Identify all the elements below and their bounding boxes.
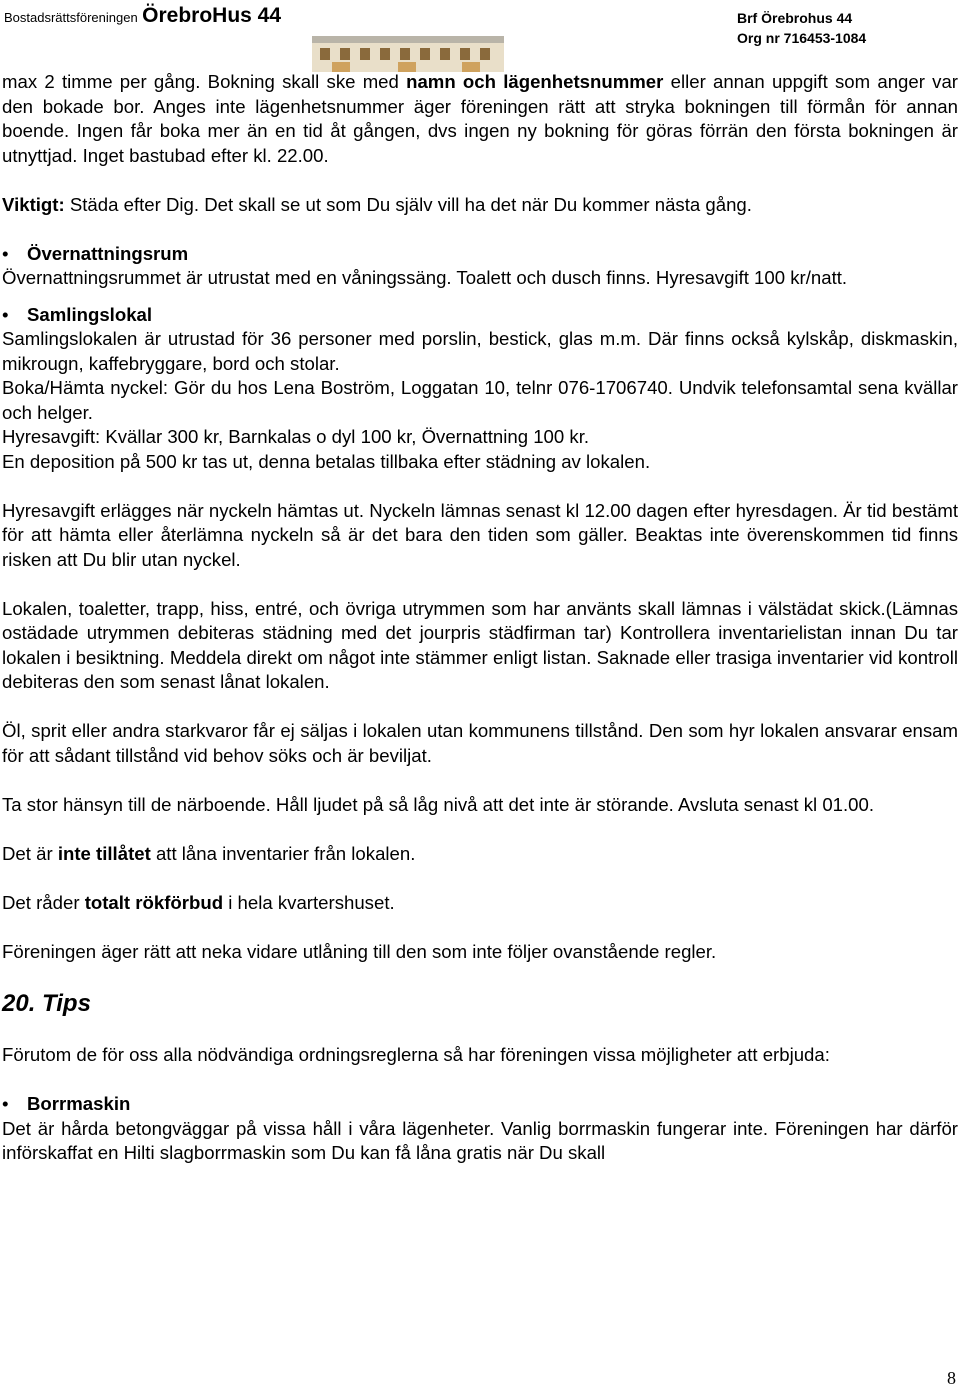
association-prefix: Bostadsrättsföreningen — [4, 10, 138, 25]
no-lending-paragraph: Det är inte tillåtet att låna inventarier från lokalen. — [2, 842, 416, 864]
noise-paragraph: Ta stor hänsyn till de närboende. Håll ljudet på så låg nivå att det inte är störande. Avsluta senast kl 01.00. — [2, 793, 875, 815]
emphasis: totalt rökförbud — [84, 891, 224, 913]
booking-rules-paragraph: max 2 timme per gång. Bokning skall ske med namn och lägenhetsnummer eller annan uppgift som anger var den bokade bor. Anges inte lägenhetsnummer äger föreningen rätt att stryka bokningen till förmån för annan boende. Ingen får boka mer än en tid åt gången, dvs ingen ny bokning för göras förrän den första bokningen är utnyttjad. Inget bastubad efter kl. 22.00. — [2, 71, 958, 166]
tips-heading: 20. Tips — [2, 989, 91, 1017]
refusal-paragraph: Föreningen äger rätt att neka vidare utlåning till den som inte följer ovanstående regler. — [2, 940, 717, 962]
organization-info — [737, 8, 866, 48]
section-heading-assembly-hall: • Samlingslokal — [2, 303, 958, 328]
emphasis: inte tillåtet — [57, 842, 151, 864]
assembly-hall-deposit: En deposition på 500 kr tas ut, denna betalas tillbaka efter städning av lokalen. — [2, 450, 651, 472]
org-name: Brf Örebrohus 44 — [737, 10, 853, 26]
page-number: 8 — [947, 1368, 956, 1388]
assembly-hall-key: Boka/Hämta nyckel: Gör du hos Lena Boström, Loggatan 10, telnr 076-1706740. Undvik telefonsamtal sena kvällar och helger. — [2, 377, 958, 423]
tips-intro: Förutom de för oss alla nödvändiga ordningsreglerna så har föreningen vissa möjligheter att erbjuda: — [2, 1044, 830, 1065]
bullet-icon: • — [2, 303, 9, 325]
bullet-icon: • — [2, 1093, 9, 1114]
overnight-room-text: Övernattningsrummet är utrustat med en våningssäng. Toalett och dusch finns. Hyresavgift 100 kr/natt. — [2, 267, 848, 288]
alcohol-paragraph: Öl, sprit eller andra starkvaror får ej säljas i lokalen utan kommunens tillstånd. Den som hyr lokalen ansvarar ensam för att sådant tillstånd vid behov söks och är beviljat. — [2, 720, 958, 766]
drill-text: Det är hårda betongväggar på vissa håll i våra lägenheter. Vanlig borrmaskin fungerar inte. Föreningen har därför införskaffat en Hilti slagborrmaskin som Du kan få låna gratis när Du skall — [2, 1117, 958, 1163]
association-title: ÖrebroHus 44 — [142, 4, 282, 27]
page-header — [0, 0, 960, 72]
org-number: Org nr 716453-1084 — [737, 30, 867, 46]
assembly-hall-fees: Hyresavgift: Kvällar 300 kr, Barnkalas o dyl 100 kr, Övernattning 100 kr. — [2, 426, 590, 447]
section-heading-drill: • Borrmaskin — [2, 1092, 958, 1117]
bullet-icon: • — [2, 242, 9, 264]
cleaning-paragraph: Lokalen, toaletter, trapp, hiss, entré, och övriga utrymmen som har använts skall lämnas i välstädat skick.(Lämnas ostädade utrymmen debiteras städning med det jourpris städfirman tar) Kontrollera inventarielistan innan Du tar lokalen i besiktning. Meddela direkt om något inte stämmer enligt listan. Saknade eller trasiga inventarier vid kontroll debiteras den som senast lånat lokalen. — [2, 597, 958, 692]
smoking-ban-paragraph: Det råder totalt rökförbud i hela kvartershuset. — [2, 891, 395, 913]
document-body — [2, 70, 958, 1166]
rent-paragraph: Hyresavgift erlägges när nyckeln hämtas ut. Nyckeln lämnas senast kl 12.00 dagen efter hyresdagen. Är tid bestämt för att hämta eller återlämna nyckeln så är det bara den tiden som gäller. Beaktas inte överenskommen tid finns risken att Du blir utan nyckel. — [2, 499, 958, 570]
assembly-hall-equipment: Samlingslokalen är utrustad för 36 personer med porslin, bestick, glas m.m. Där finns också kylskåp, diskmaskin, mikrougn, kaffebryggare, bord och stolar. — [2, 328, 958, 374]
association-name — [4, 4, 281, 28]
important-label: Viktigt: — [2, 193, 65, 215]
emphasis: namn och lägenhetsnummer — [406, 71, 664, 92]
important-note: Viktigt: Städa efter Dig. Det skall se ut som Du själv vill ha det när Du kommer nästa gång. — [2, 193, 752, 215]
building-logo — [312, 36, 504, 72]
section-heading-overnight-room: • Övernattningsrum — [2, 242, 958, 267]
